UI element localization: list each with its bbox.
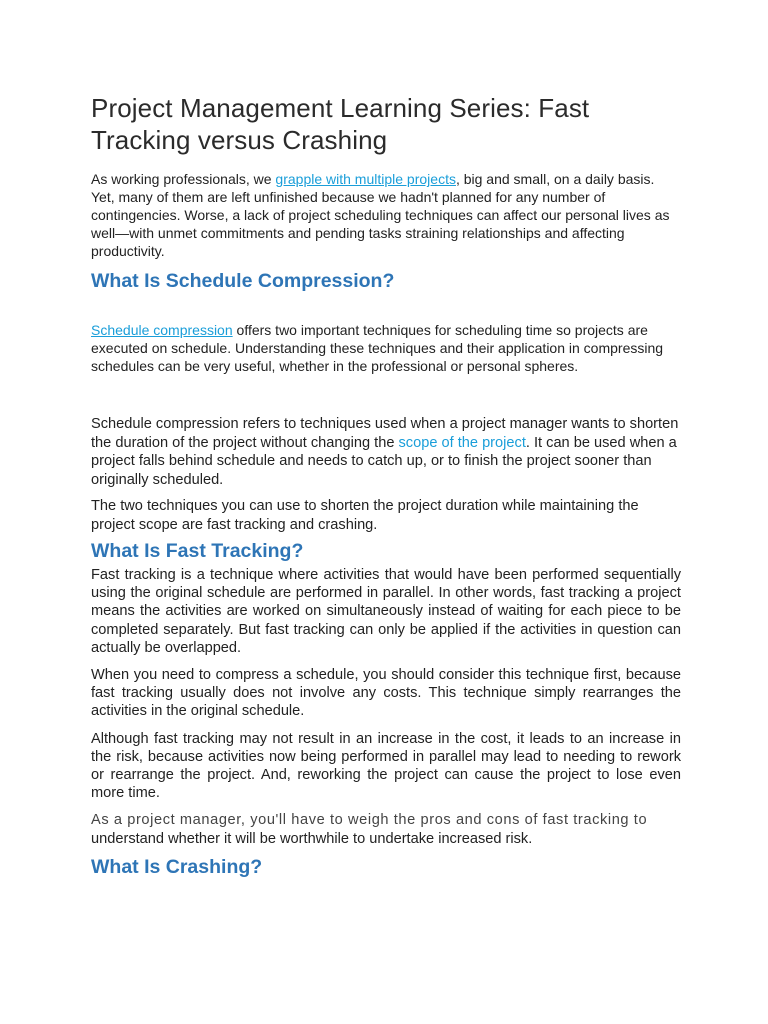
compression-definition-paragraph xyxy=(91,415,681,489)
project-scope-link[interactable]: scope of the project xyxy=(398,434,526,451)
intro-text-rest: basis. Yet, many of them are left unfinished because we hadn't planned for any number of contingencies. Worse, a lack of project scheduling techniques can affect our personal lives as well—with unmet commitments and pending tasks straining relationships and affecting productivity. xyxy=(91,171,670,259)
schedule-compression-paragraph xyxy=(91,321,681,375)
pros-cons-paragraph xyxy=(91,811,681,847)
intro-text-after: , big and small, on a daily xyxy=(455,171,614,187)
two-techniques-paragraph: The two techniques you can use to shorten the project duration while maintaining the project scope are fast tracking and crashing. xyxy=(91,498,639,533)
pros-cons-second-line: understand whether it will be worthwhile to undertake increased risk. xyxy=(91,830,533,847)
heading-crashing: What Is Crashing? xyxy=(91,855,263,878)
fast-tracking-first-paragraph: When you need to compress a schedule, you should consider this technique first, because fast tracking usually does not involve any costs. This technique simply rearranges the activities in the original schedule. xyxy=(91,667,681,720)
article xyxy=(91,92,681,879)
fast-tracking-risk-paragraph: Although fast tracking may not result in an increase in the cost, it leads to an increase in the risk, because activities now being performed in parallel may lead to needing to rework or rearrange the project. And, reworking the project can cause the project to lose even more time. xyxy=(91,730,681,802)
heading-schedule-compression: What Is Schedule Compression? xyxy=(91,270,395,292)
intro-text-before: As working professionals, we xyxy=(91,171,276,187)
grapple-link[interactable]: grapple with multiple projects xyxy=(275,171,456,187)
definition-text-after: . It can be used when a project falls behind schedule and needs to catch up, or to finish the project sooner than originally scheduled. xyxy=(91,434,677,488)
pros-cons-first-line: As a project manager, you'll have to weigh the pros and cons of fast tracking to xyxy=(91,812,648,829)
definition-text-before: Schedule compression refers to techniques used when a project manager wants to shorten the duration of the project without changing the xyxy=(91,416,679,451)
heading-fast-tracking: What Is Fast Tracking? xyxy=(91,540,304,562)
schedule-compression-link[interactable]: Schedule compression xyxy=(91,322,233,338)
fast-tracking-definition-paragraph: Fast tracking is a technique where activities that would have been performed sequentially using the original schedule are performed in parallel. In other words, fast tracking a project means the activities are worked on simultaneously instead of waiting for each piece to be completed separately. But fast tracking can only be applied if the activities in question can actually be overlapped. xyxy=(91,567,681,656)
schedule-compression-text: offers two important techniques for scheduling time so projects are executed on schedule. Understanding these techniques and their application in compressing schedules can be very useful, whether in the professional or personal spheres. xyxy=(91,322,664,374)
intro-paragraph xyxy=(91,170,681,260)
page-title: Project Management Learning Series: Fast Tracking versus Crashing xyxy=(91,93,590,155)
